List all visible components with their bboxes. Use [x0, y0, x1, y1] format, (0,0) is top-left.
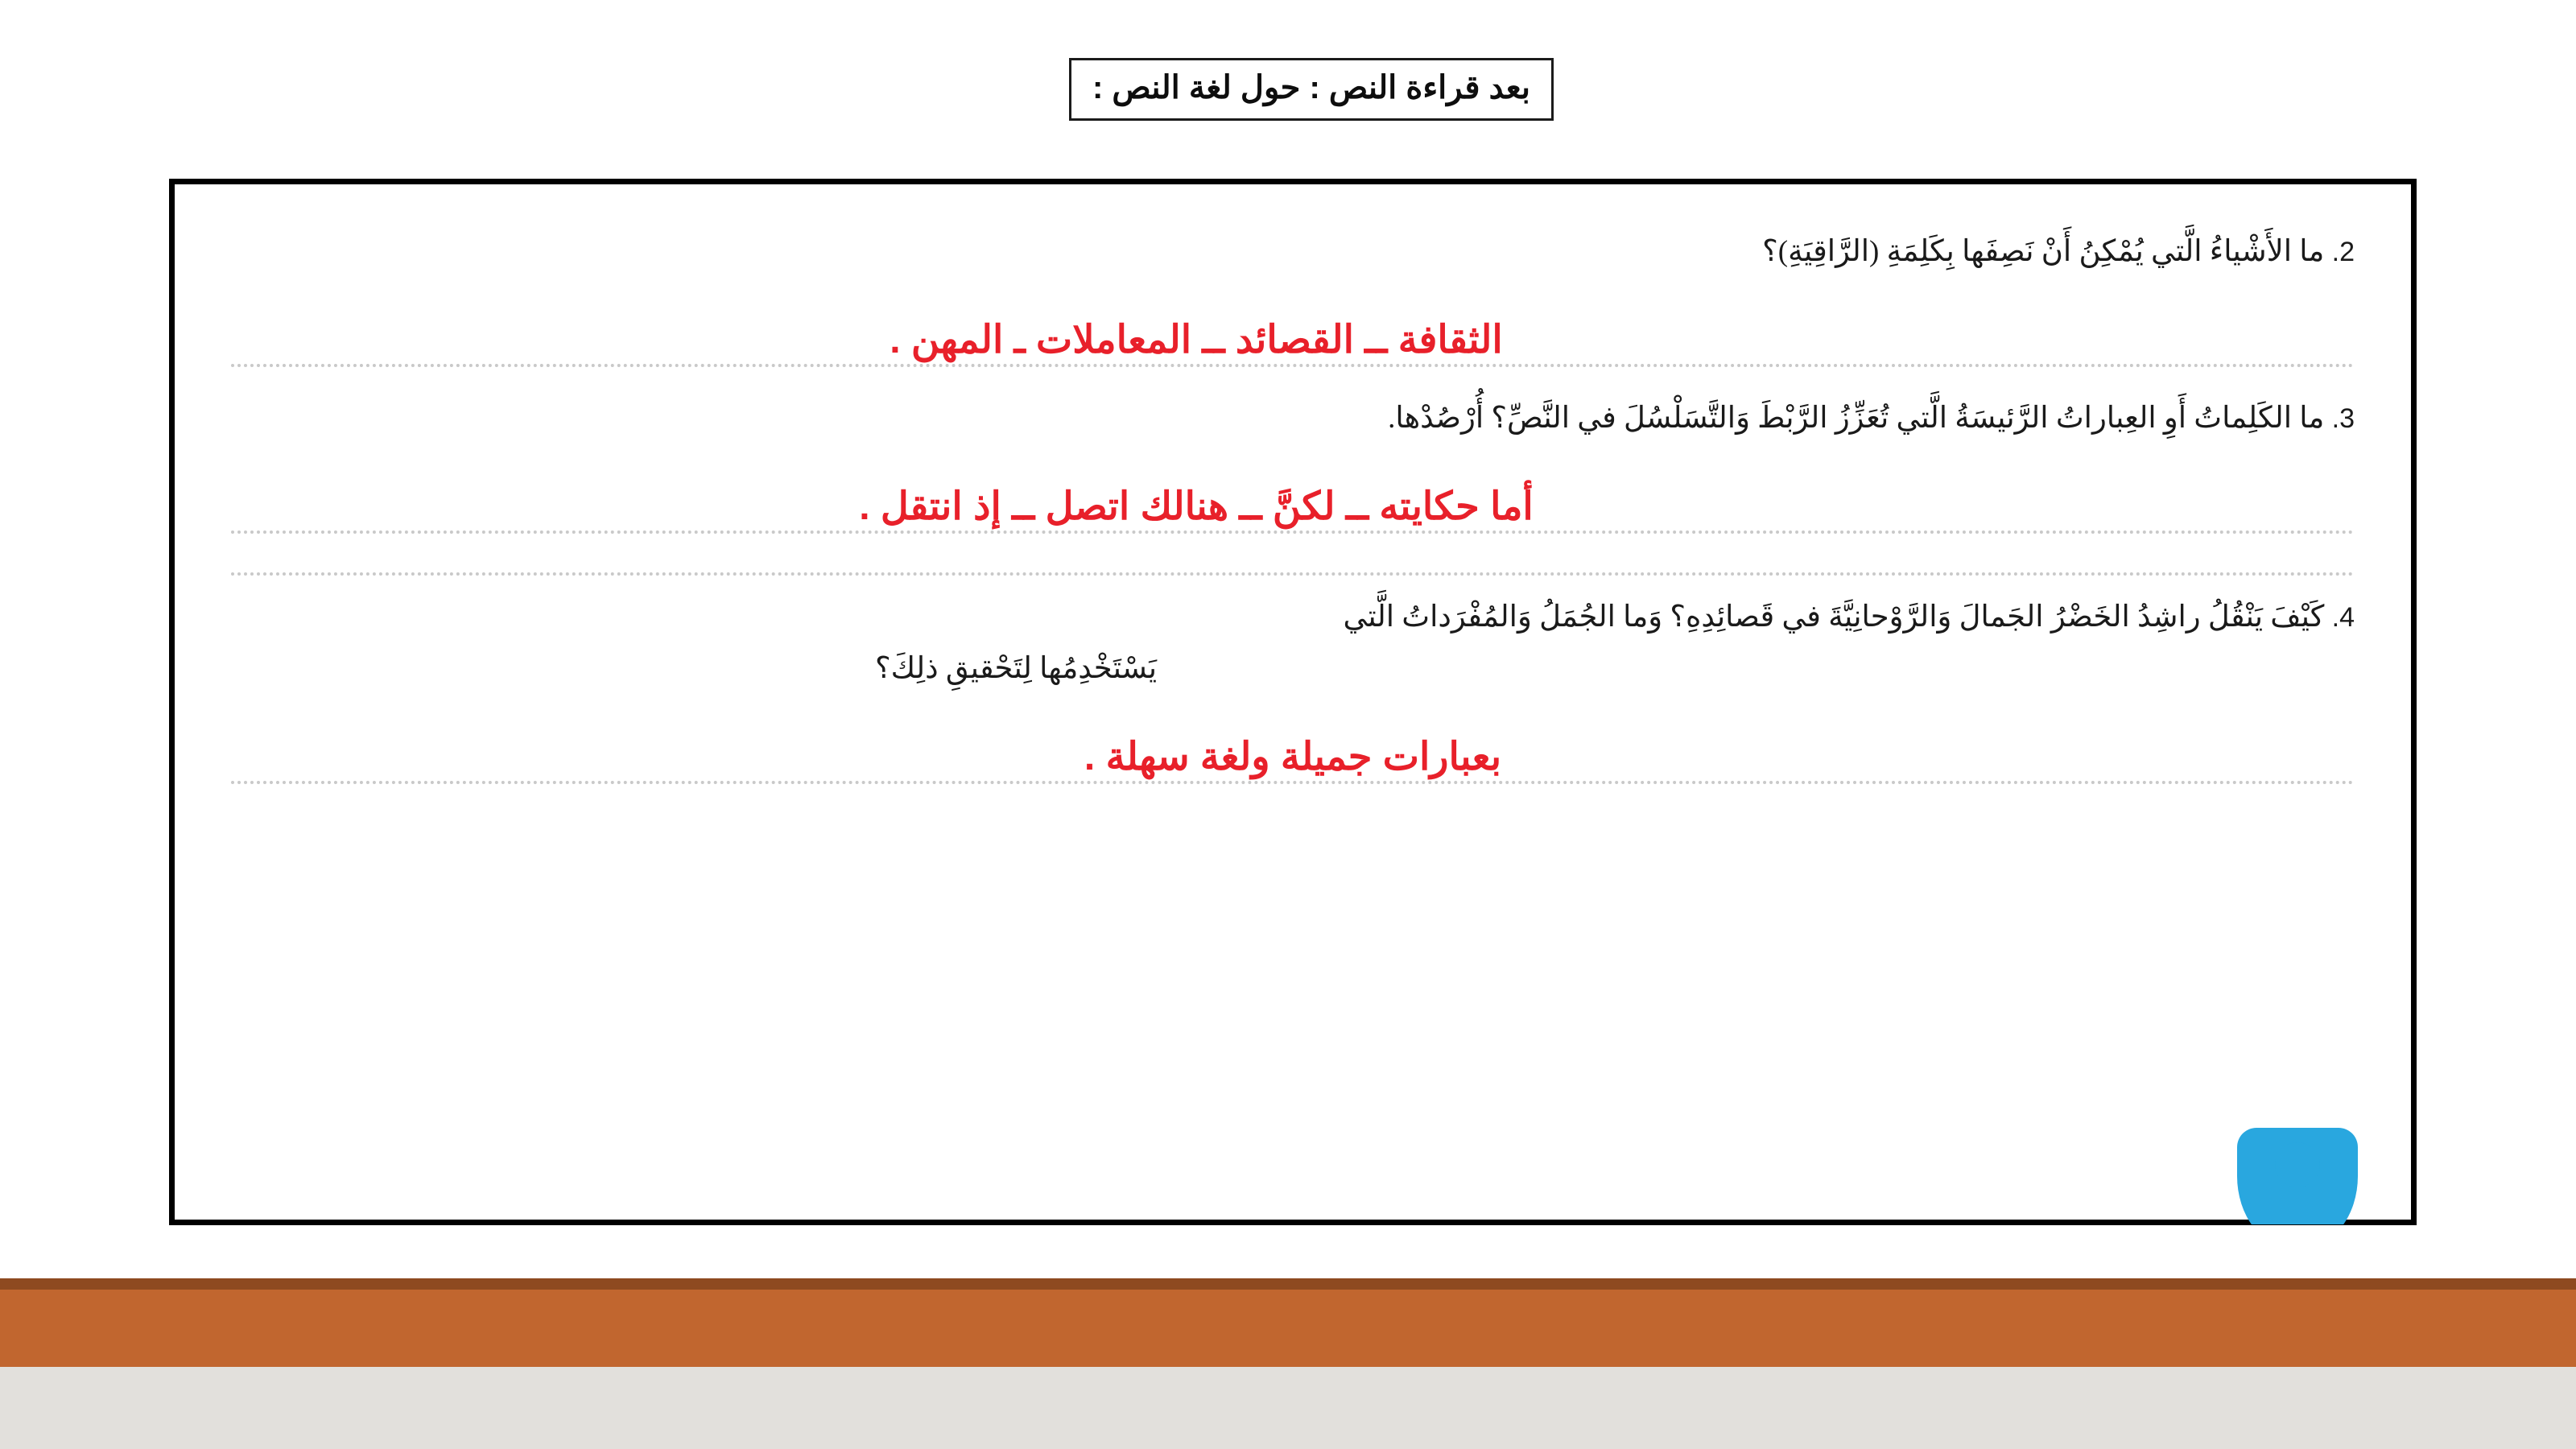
footer-bar-brown [0, 1290, 2576, 1367]
answer-row-2[interactable] [231, 293, 2355, 388]
badge-shape [2237, 1128, 2358, 1224]
footer-strip-dark [0, 1278, 2576, 1290]
question-body-4: كَيْفَ يَنْقُلُ راشِدُ الخَضْرُ الجَمالَ وَالرَّوْحانِيَّةَ في قَصائِدِهِ؟ وَما الجُمَلُ وَالمُفْرَداتُ الَّتي [1343, 600, 2325, 634]
question-number-2: 2. [2331, 237, 2355, 267]
answer-row-4[interactable] [231, 710, 2355, 805]
question-text-3 [231, 393, 2355, 445]
answer-rule-3 [231, 530, 2355, 534]
question-body-3: ما الكَلِماتُ أَوِ العِباراتُ الرَّئيسَةُ الَّتي تُعَزِّزُ الرَّبْطَ وَالتَّسَلْسُلَ في النَّصِّ؟ أُرْصُدْها. [1388, 401, 2325, 435]
question-text-2 [231, 226, 2355, 279]
answer-text-4: بعبارات جميلة ولغة سهلة . [1084, 736, 1502, 778]
question-body-4-line2: يَسْتَخْدِمُها لِتَحْقيقِ ذلِكَ؟ [875, 652, 1158, 686]
answer-text-2: الثقافة ــ القصائد ــ المعاملات ـ المهن . [890, 318, 1503, 361]
worksheet-section-title: بعد قراءة النص : حول لغة النص : [1069, 58, 1554, 121]
question-number-3: 3. [2331, 402, 2355, 434]
question-block-3 [231, 393, 2355, 587]
worksheet-panel [169, 179, 2417, 1225]
question-number-4: 4. [2331, 601, 2355, 633]
answer-rule-2 [231, 364, 2355, 367]
page-badge-icon [2237, 1128, 2358, 1224]
question-body-2: ما الأَشْياءُ الَّتي يُمْكِنُ أَنْ نَصِفَها بِكَلِمَةِ (الرَّاقِيَةِ)؟ [1762, 235, 2325, 268]
question-block-2 [231, 226, 2355, 388]
answer-rule-line [231, 572, 2355, 576]
answer-row-3[interactable] [231, 460, 2355, 555]
answer-rule-4 [231, 781, 2355, 784]
answer-rule-3-second[interactable] [231, 555, 2355, 587]
question-block-4 [231, 592, 2355, 806]
footer-bar-light [0, 1367, 2576, 1449]
answer-text-3: أما حكايته ــ لكنَّ ــ هنالك اتصل ــ إذ انتقل . [859, 485, 1534, 528]
question-text-4 [231, 592, 2355, 696]
